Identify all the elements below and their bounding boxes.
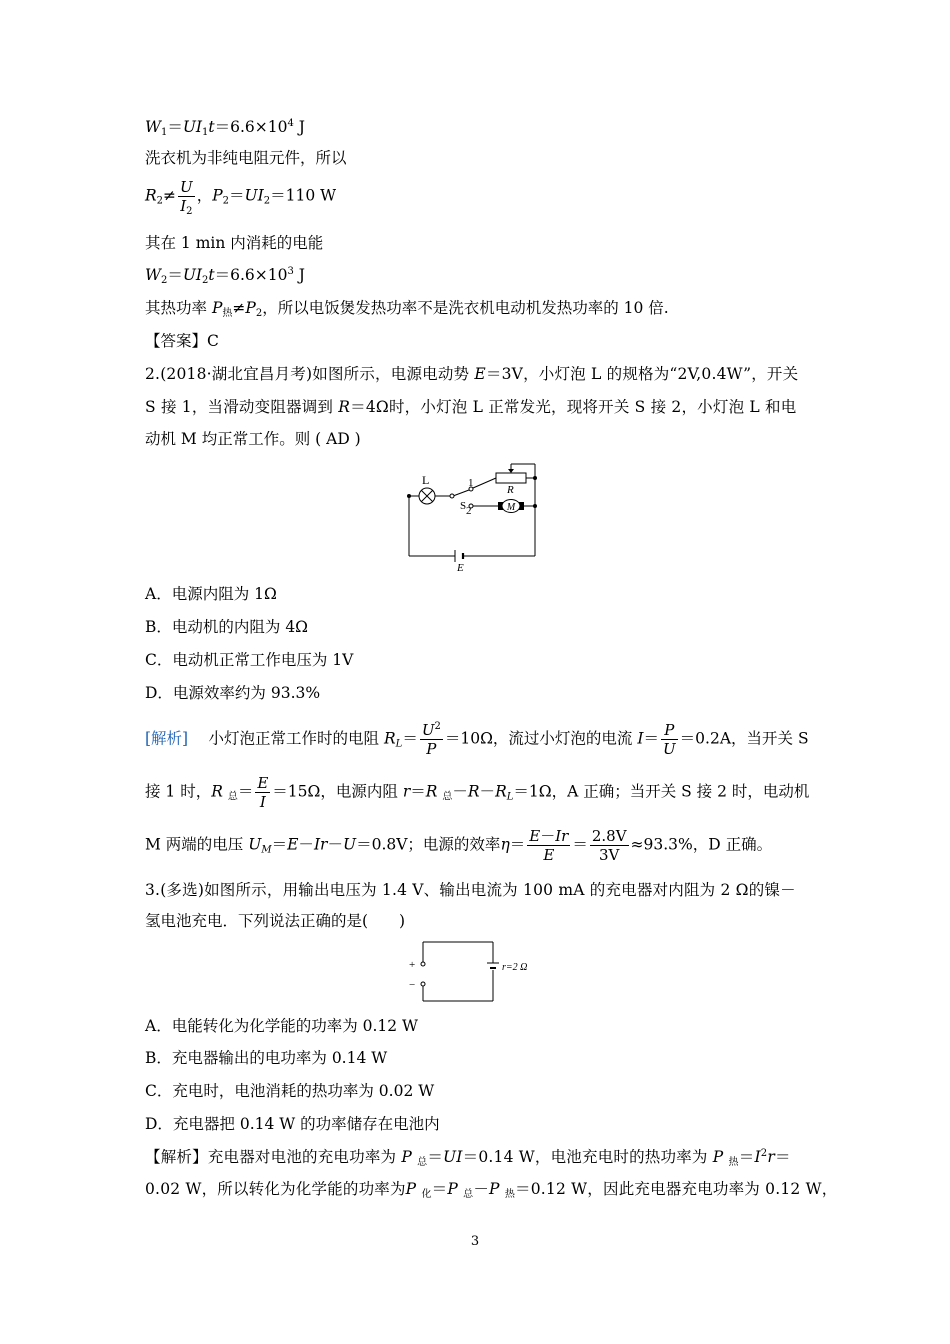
label-m: M bbox=[506, 502, 516, 513]
q2-solution-line2: 接 1 时，R $_总$＝ $\frac{E}{I}$ ＝15Ω，电源内阻 r＝R $_总-R-R_L=1\Omega$，A 正确；当开关 S 接 2 时，电动机 bbox=[145, 774, 810, 811]
q3-circuit-diagram bbox=[405, 938, 545, 1004]
q2-stem-line2: S 接 1，当滑动变阻器调到 R＝4Ω时，小灯泡 L 正常发光，现将开关 S 接 2，小灯泡 L 和电 bbox=[145, 398, 797, 416]
q3-option-c: C．充电时，电池消耗的热功率为 0.02 W bbox=[145, 1082, 435, 1100]
plus-sign: + bbox=[409, 959, 416, 971]
w2-equation: $W_2=UI_2t=6.6\times 10^3$ J bbox=[145, 266, 306, 286]
r-label: r=2 Ω bbox=[502, 962, 528, 973]
q3-solution-line1: 【解析】充电器对电池的充电功率为 P $_总$＝UI＝0.14 W，电池充电时的热功率为 P $_热=I^2r=$ bbox=[145, 1148, 791, 1168]
solution-tag: [解析] bbox=[145, 729, 189, 748]
fraction-u-over-i2: $\frac{U}{I_2}$ bbox=[180, 178, 193, 217]
q2-stem-line3: 动机 M 均正常工作。则 ( AD ) bbox=[145, 430, 361, 448]
q3-stem-line2: 氢电池充电．下列说法正确的是( ) bbox=[145, 912, 406, 930]
label-2: 2 bbox=[466, 505, 472, 517]
nonpure-resistor-line: 洗衣机为非纯电阻元件，所以 bbox=[145, 149, 347, 167]
label-1: 1 bbox=[468, 477, 474, 489]
label-e: E bbox=[457, 562, 464, 574]
label-r: R bbox=[507, 484, 514, 496]
page-number: 3 bbox=[470, 1234, 480, 1249]
q2-solution-line3: M 两端的电压 $U_M=E-Ir-U=0.8V$；电源的效率η＝ $\frac{E-Ir}{E}$ ＝ $\frac{2.8V}{3V}$ ≈93.3%，D 正确。 bbox=[145, 827, 773, 864]
w1-equation: $W_1=UI_1t=6.6\times 10^4$ J bbox=[145, 118, 306, 138]
label-l: L bbox=[422, 473, 430, 487]
q2-circuit-diagram bbox=[400, 460, 550, 575]
q2-solution-line1: [解析] 小灯泡正常工作时的电阻 $R_L=$ $\frac{U^2}{P}$ ＝10Ω，流过小灯泡的电流 I＝ $\frac{P}{U}$ ＝0.2A，当开关 S bbox=[145, 721, 809, 758]
q2-option-d: D．电源效率约为 93.3% bbox=[145, 684, 321, 702]
q2-option-b: B．电动机的内阻为 4Ω bbox=[145, 618, 309, 636]
q2-stem-line1: 2.(2018·湖北宜昌月考)如图所示，电源电动势 E＝3V，小灯泡 L 的规格为“2V,0.4W”，开关 bbox=[145, 365, 799, 383]
heat-power-line: 其热功率 $P_热\ne P_2$，所以电饭煲发热功率不是洗衣机电动机发热功率的 10 倍. bbox=[145, 299, 669, 319]
p2-equation: $R_2\ne$ $\frac{U}{I_2}$ ，$P_2=UI_2=110$ W bbox=[145, 178, 337, 217]
q2-option-a: A．电源内阻为 1Ω bbox=[145, 585, 277, 603]
q3-option-a: A．电能转化为化学能的功率为 0.12 W bbox=[145, 1017, 418, 1035]
q3-option-d: D．充电器把 0.14 W 的功率储存在电池内 bbox=[145, 1115, 440, 1133]
energy-line: 其在 1 min 内消耗的电能 bbox=[145, 234, 324, 252]
q3-option-b: B．充电器输出的电功率为 0.14 W bbox=[145, 1049, 388, 1067]
q3-stem-line1: 3.(多选)如图所示，用输出电压为 1.4 V、输出电流为 100 mA 的充电器对内阻为 2 Ω的镍－ bbox=[145, 881, 796, 899]
minus-sign: − bbox=[409, 979, 416, 991]
q2-option-c: C．电动机正常工作电压为 1V bbox=[145, 651, 354, 669]
label-s: S bbox=[460, 500, 467, 512]
q3-solution-line2: 0.02 W，所以转化为化学能的功率为P $_化$＝P $_总$－P $_热$＝0.12 W，因此充电器充电功率为 0.12 W， bbox=[145, 1180, 838, 1200]
answer-line: 【答案】C bbox=[145, 332, 219, 350]
